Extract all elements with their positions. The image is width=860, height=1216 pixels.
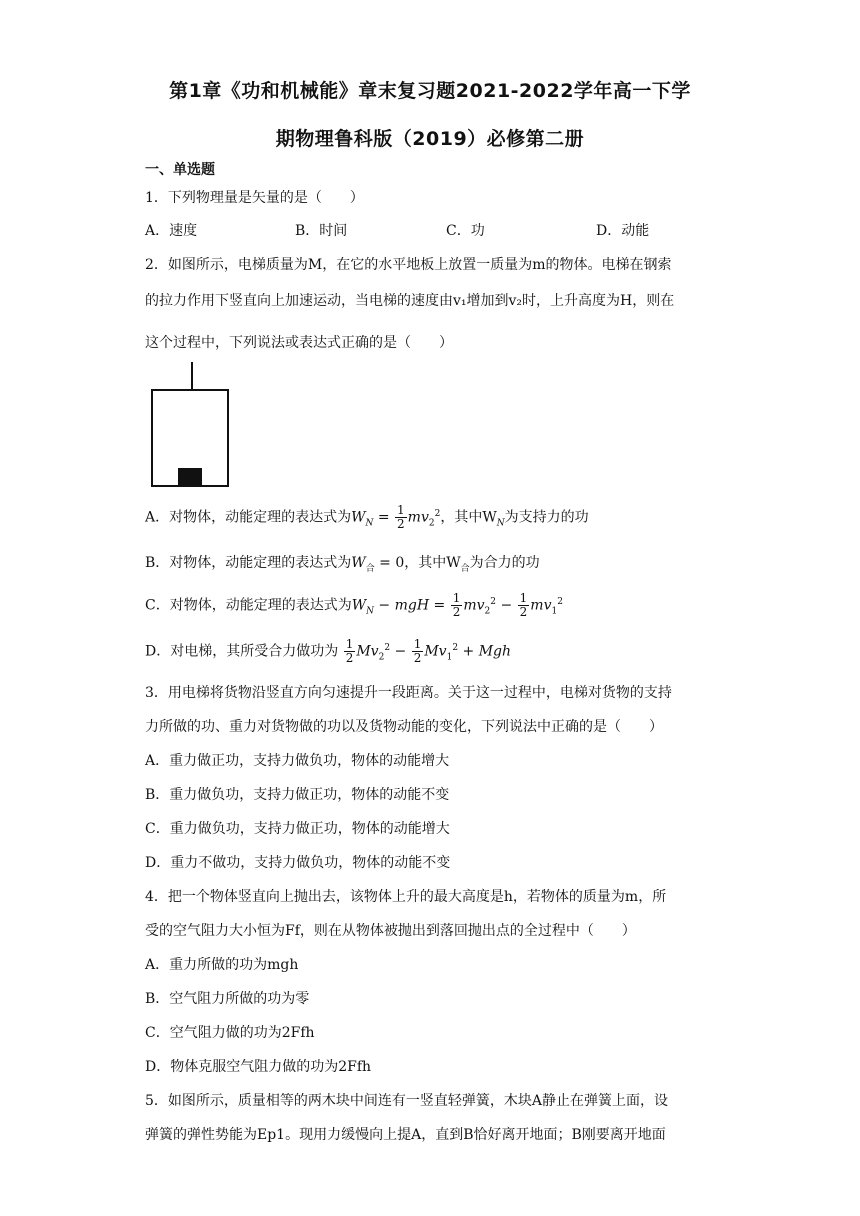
q1-stem: 1．下列物理量是矢量的是（ ） [145,190,364,206]
document-title-line1: 第1章《功和机械能》章末复习题2021-2022学年高一下学 [169,80,691,102]
section-heading: 一、单选题 [145,162,215,178]
q4-stem-line2: 受的空气阻力大小恒为Ff，则在从物体被抛出到落回抛出点的全过程中（ ） [145,923,636,939]
q2-stem-line3: 这个过程中，下列说法或表达式正确的是（ ） [145,335,453,351]
q3-option-b: B．重力做负功，支持力做正功，物体的动能不变 [145,787,450,803]
q3-option-a: A．重力做正功，支持力做负功，物体的动能增大 [145,753,450,769]
q2-option-b: B．对物体，动能定理的表达式为$W_合 = 0$，其中$W_合$为合力的功 [145,555,540,574]
q5-stem-line1: 5．如图所示，质量相等的两木块中间连有一竖直轻弹簧，木块A静止在弹簧上面，设 [145,1093,669,1109]
q2-option-d: D．对电梯，其所受合力做功为 $\frac{1}{2}$ $Mv_2^2$ − $\frac{1}{2}$ $Mv_1^2$ + Mgh [145,637,512,665]
q3-stem-line2: 力所做的功、重力对货物做的功以及货物动能的变化，下列说法中正确的是（ ） [145,719,663,735]
q1-option-a: A．速度 [145,223,198,239]
q4-option-a: A．重力所做的功为mgh [145,957,299,973]
document-title-line2: 期物理鲁科版（2019）必修第二册 [275,128,585,150]
q4-option-c: C．空气阻力做的功为2Ffh [145,1025,315,1041]
q4-option-d: D．物体克服空气阻力做的功为2Ffh [145,1059,372,1075]
q4-stem-line1: 4．把一个物体竖直向上抛出去，该物体上升的最大高度是h，若物体的质量为m，所 [145,889,667,905]
q4-option-b: B．空气阻力所做的功为零 [145,991,310,1007]
q3-option-d: D．重力不做功，支持力做负功，物体的动能不变 [145,855,451,871]
q1-option-b: B．时间 [295,223,348,239]
q2-stem-line2: 的拉力作用下竖直向上加速运动，当电梯的速度由v₁增加到v₂时，上升高度为H，则在 [145,293,675,309]
q2-option-a: A．对物体，动能定理的表达式为$W_N$ = $\frac{1}{2}$ $mv_2^2$，其中$W_N$为支持力的功 [145,503,589,531]
q1-option-c: C．功 [446,223,485,239]
q2-stem-line1: 2．如图所示，电梯质量为M，在它的水平地板上放置一质量为m的物体。电梯在钢索 [145,257,672,273]
q5-stem-line2: 弹簧的弹性势能为Ep1。现用力缓慢向上提A，直到B恰好离开地面；B刚要离开地面 [145,1127,666,1143]
q1-option-d: D．动能 [596,223,650,239]
q3-stem-line1: 3．用电梯将货物沿竖直方向匀速提升一段距离。关于这一过程中，电梯对货物的支持 [145,685,672,701]
q3-option-c: C．重力做负功，支持力做正功，物体的动能增大 [145,821,450,837]
q2-option-c: C．对物体，动能定理的表达式为$W_N$ − mgH = $\frac{1}{2}$ $mv_2^2$ − $\frac{1}{2}$ $mv_1^2$ [145,591,563,619]
elevator-figure [150,362,232,488]
